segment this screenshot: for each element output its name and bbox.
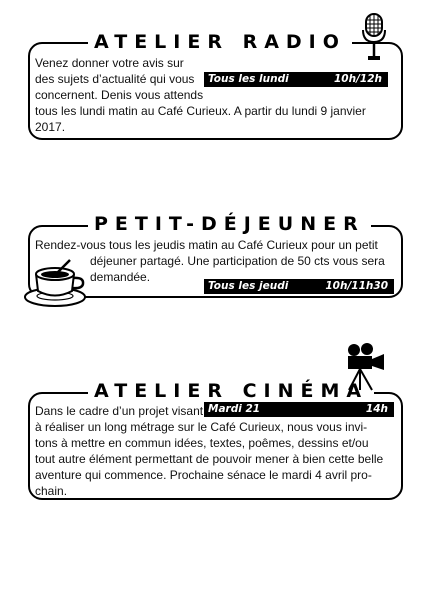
movie-camera-icon	[344, 342, 388, 392]
cinema-line-4: tout autre élément permettant de pouvoir mener à bien cette belle	[35, 452, 384, 466]
cinema-line-2: à réaliser un long métrage sur le Café Curieux, nous vous invi-	[35, 420, 368, 434]
coffee-cup-icon	[22, 258, 90, 310]
microphone-icon	[360, 12, 388, 62]
cinema-line-3: tons à mettre en commun idées, textes, poêmes, dessins et/ou	[35, 436, 369, 450]
dejeuner-day: Tous les jeudi	[208, 280, 289, 292]
radio-line-2: des sujets d’actualité qui vous	[35, 72, 195, 86]
cinema-day: Mardi 21	[208, 403, 261, 415]
cinema-time: 14h	[365, 403, 388, 415]
radio-time: 10h/12h	[333, 73, 382, 85]
radio-line-1: Venez donner votre avis sur	[35, 56, 184, 70]
dejeuner-schedule-bar	[204, 279, 394, 294]
cinema-line-5: aventure qui commence. Prochaine sénace le mardi 4 avril pro-	[35, 468, 372, 482]
radio-title: ATELIER RADIO	[88, 31, 352, 53]
cinema-title: ATELIER CINÉMA	[88, 380, 374, 402]
dejeuner-time: 10h/11h30	[325, 280, 388, 292]
radio-line-5: 2017.	[35, 120, 66, 134]
radio-line-4: tous les lundi matin au Café Curieux. A partir du lundi 9 janvier	[35, 104, 366, 118]
cinema-line-6: chain.	[35, 484, 68, 498]
dejeuner-line-1: Rendez-vous tous les jeudis matin au Café Curieux pour un petit	[35, 238, 378, 252]
cinema-line-1: Dans le cadre d’un projet visant	[35, 404, 204, 418]
cinema-schedule-bar	[204, 402, 394, 417]
dejeuner-line-2: déjeuner partagé. Une participation de 50 cts vous sera	[90, 254, 385, 268]
dejeuner-line-3: demandée.	[90, 270, 151, 284]
radio-schedule-bar	[204, 72, 388, 87]
radio-day: Tous les lundi	[208, 73, 289, 85]
dejeuner-title: PETIT-DÉJEUNER	[88, 213, 371, 235]
radio-line-3: concernent. Denis vous attends	[35, 88, 204, 102]
